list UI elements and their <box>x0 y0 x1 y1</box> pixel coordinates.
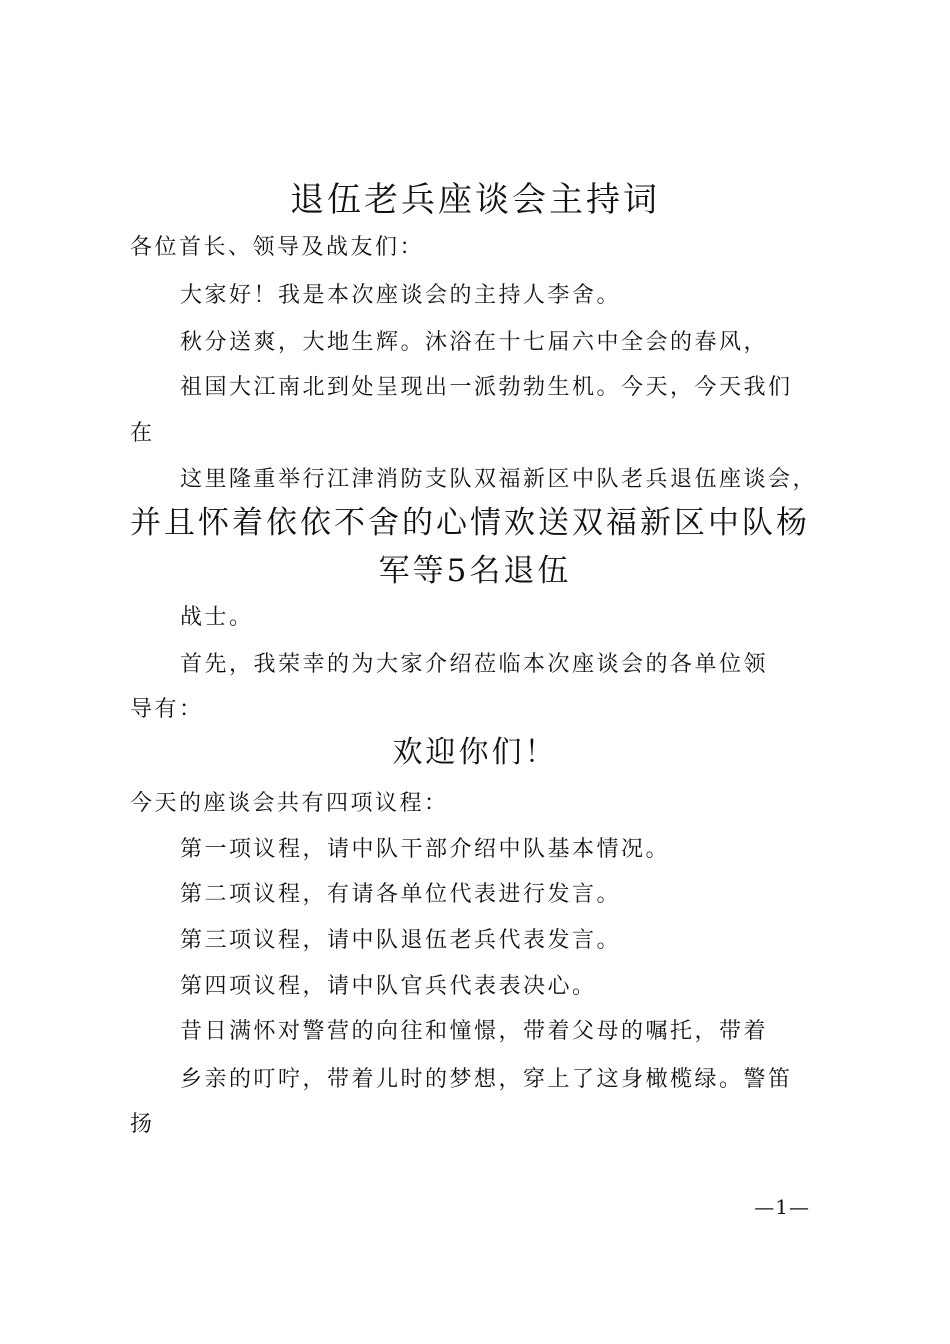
paragraph-motherland-line1: 祖国大江南北到处呈现出一派勃勃生机。今天，今天我们 <box>180 375 793 400</box>
paragraph-motherland-line2: 在 <box>130 421 155 446</box>
paragraph-autumn: 秋分送爽，大地生辉。沐浴在十七届六中全会的春风， <box>180 330 769 355</box>
paragraph-hometown-line2: 扬 <box>130 1112 155 1137</box>
salutation: 各位首长、领导及战友们： <box>130 235 425 260</box>
paragraph-hometown-line1: 乡亲的叮咛，带着儿时的梦想，穿上了这身橄榄绿。警笛 <box>180 1067 793 1092</box>
agenda-item: 第四项议程，请中队官兵代表表决心。 <box>180 974 597 999</box>
paragraph-introduction-line2: 导有： <box>130 697 204 722</box>
paragraph-memory: 昔日满怀对警营的向往和憧憬，带着父母的嘱托，带着 <box>180 1019 769 1044</box>
agenda-item: 第二项议程，有请各单位代表进行发言。 <box>180 882 622 907</box>
agenda-item: 第一项议程，请中队干部介绍中队基本情况。 <box>180 837 671 862</box>
paragraph-introduction-line1: 首先，我荣幸的为大家介绍莅临本次座谈会的各单位领 <box>180 652 769 677</box>
page-number: —1— <box>754 1195 810 1219</box>
paragraph-farewell-line3: 战士。 <box>180 605 254 630</box>
paragraph-ceremony: 这里隆重举行江津消防支队双福新区中队老兵退伍座谈会， <box>180 467 818 492</box>
paragraph-farewell-line2: 军等5名退伍 <box>378 553 572 589</box>
paragraph-greeting: 大家好！我是本次座谈会的主持人李舍。 <box>180 283 622 308</box>
welcome-heading: 欢迎你们！ <box>392 735 558 770</box>
document-title: 退伍老兵座谈会主持词 <box>290 180 660 220</box>
agenda-intro: 今天的座谈会共有四项议程： <box>130 791 449 816</box>
agenda-item: 第三项议程，请中队退伍老兵代表发言。 <box>180 928 622 953</box>
paragraph-farewell-line1: 并且怀着依依不舍的心情欢送双福新区中队杨 <box>130 505 810 541</box>
